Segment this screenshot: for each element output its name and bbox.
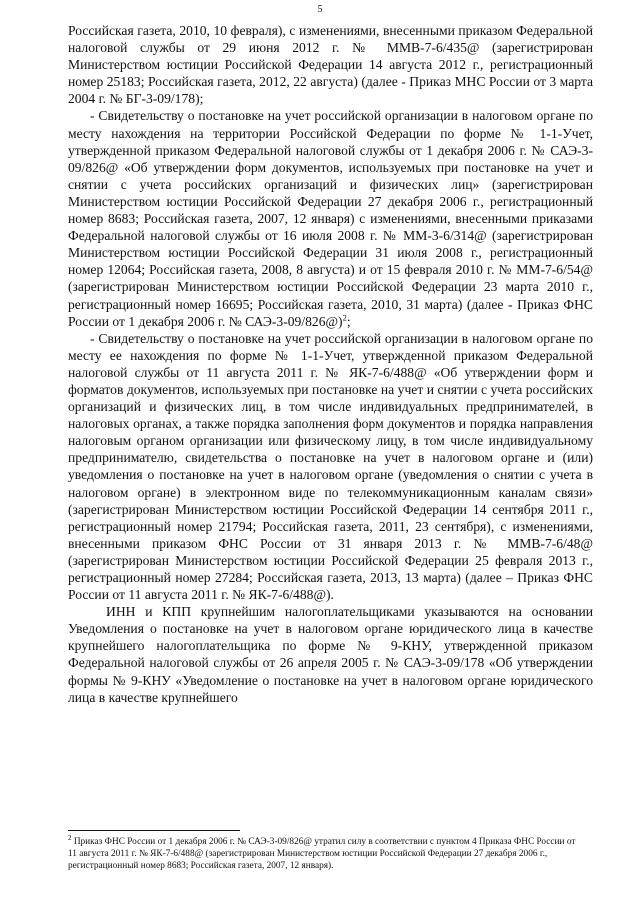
footnote-text: Приказ ФНС России от 1 декабря 2006 г. № САЭ-3-09/826@ утратил силу в соответствии с пунктом 4 Приказа ФНС России от 11 августа 2011 г. № ЯК-7-6/488@ (зарегистрирован Министерством юстиции Российской Федерации 27 декабря 2006 г., регистрационный номер 8683; Российская газета, 2007, 12 января). xyxy=(68,837,576,872)
paragraph-prikaz-mns-continuation xyxy=(68,22,593,107)
footnote-separator xyxy=(68,830,240,831)
page-number: 5 xyxy=(317,4,323,15)
document-body xyxy=(68,22,593,706)
footnote-reference[interactable]: 2 xyxy=(342,312,347,323)
paragraph-svidetelstvo-2011 xyxy=(68,330,593,604)
footnote xyxy=(68,833,586,873)
paragraph-text-tail: ; xyxy=(346,313,351,329)
paragraph-text: - Свидетельству о постановке на учет российской организации в налоговом органе по месту ее нахождения по форме № 1-1-Учет, утвержденной приказом Федеральной налоговой службы от 11 августа 2011 г. № ЯК-7-6/488@ «Об утверждении форм и форматов документов, используемых при постановке на учет и снятии с учета российских организаций и физических лиц, в том числе индивидуальных предпринимателей, в налоговых органах, а также порядка заполнения форм документов и порядка направления налоговым органом организации или физическому лицу, в том числе индивидуальному предпринимателю, свидетельства о постановке на учет в налоговом органе и (или) уведомления о постановке на учет в налоговом органе (уведомления о снятии с учета в налоговом органе) в электронном виде по телекоммуникационным каналам связи» (зарегистрирован Министерством юстиции Российской Федерации 14 сентября 2011 г., регистрационный номер 21794; Российская газета, 2011, 23 сентября), с изменениями, внесенными приказом ФНС России от 31 января 2013 г. № ММВ-7-6/48@ (зарегистрирован Министерством юстиции Российской Федерации 25 февраля 2013 г., регистрационный номер 27284; Российская газета, 2013, 13 марта) (далее – Приказ ФНС России от 11 августа 2011 г. № ЯК-7-6/488@). xyxy=(68,330,593,603)
paragraph-inn-kpp xyxy=(68,603,593,706)
paragraph-svidetelstvo-2006 xyxy=(68,107,593,329)
footnote-mark: 2 xyxy=(68,833,72,842)
paragraph-text: - Свидетельству о постановке на учет российской организации в налоговом органе по месту нахождения на территории Российской Федерации по форме № 1-1-Учет, утвержденной приказом Федеральной налоговой службы от 1 декабря 2006 г. № САЭ-3-09/826@ «Об утверждении форм документов, используемых при постановке на учет и снятии с учета российских организаций и физических лиц» (зарегистрирован Министерством юстиции Российской Федерации 27 декабря 2006 г., регистрационный номер 8683; Российская газета, 2007, 12 января) с изменениями, внесенными приказами Федеральной налоговой службы от 16 июля 2008 г. № ММ-3-6/314@ (зарегистрирован Министерством юстиции Российской Федерации 31 июля 2008 г., регистрационный номер 12064; Российская газета, 2008, 8 августа) и от 15 февраля 2010 г. № ММ-7-6/54@ (зарегистрирован Министерством юстиции Российской Федерации 23 марта 2010 г., регистрационный номер 16695; Российская газета, 2010, 31 марта) (далее - Приказ ФНС России от 1 декабря 2006 г. № САЭ-3-09/826@) xyxy=(68,108,593,329)
paragraph-text: ИНН и КПП крупнейшим налогоплательщиками указываются на основании Уведомления о постановке на учет в налоговом органе юридического лица в качестве крупнейшего налогоплательщика по форме № 9-КНУ, утвержденной приказом Федеральной налоговой службы от 26 апреля 2005 г. № САЭ-3-09/178 «Об утверждении формы № 9-КНУ «Уведомление о постановке на учет в налоговом органе юридического лица в качестве крупнейшего xyxy=(68,604,593,705)
paragraph-text: Российская газета, 2010, 10 февраля), с изменениями, внесенными приказом Федеральной налоговой службы от 29 июня 2012 г. № ММВ-7-6/435@ (зарегистрирован Министерством юстиции Российской Федерации 14 августа 2012 г., регистрационный номер 25183; Российская газета, 2012, 22 августа) (далее - Приказ МНС России от 3 марта 2004 г. № БГ-3-09/178); xyxy=(68,23,593,107)
